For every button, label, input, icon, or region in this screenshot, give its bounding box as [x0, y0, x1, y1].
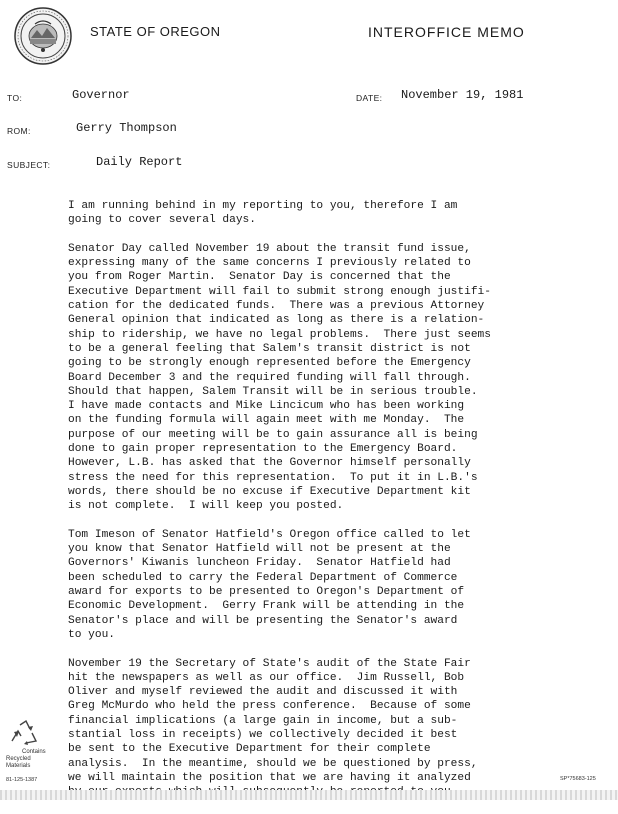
date-label: DATE:	[356, 93, 383, 103]
sp-number: SP*75683-125	[560, 776, 596, 782]
paragraph-state-fair: November 19 the Secretary of State's audit of the State Fair hit the newspapers as well as our office. Jim Russell, Bob Oliver and myself reviewed the audit and discussed it with Greg McMurdo who held the press conference. Because of some financial implications (a large gain in income, but a sub- stantial loss in receipts) we collectively decided it best be sent to the Executive Department for their complete analysis. In the meantime, should we be questioned by press, we will maintain the position that we are having it analyzed	[68, 657, 478, 784]
paragraph-hatfield: Tom Imeson of Senator Hatfield's Oregon office called to let you know that Senator Hatfield will not be present at the Governors' Kiwanis luncheon Friday. Senator Hatfield had been scheduled to carry the Federal Department of Commerce award for exports to be presented to Oregon's Department of Economic Development. Gerry Frank will be attending in the Senator's place and will be presenting the Senator's award to you.	[68, 528, 471, 641]
recycled-materials-note	[6, 749, 66, 770]
date-value: November 19, 1981	[401, 88, 524, 102]
recycle-line-2: Recycled	[6, 756, 31, 762]
paragraph-intro: I am running behind in my reporting to you, therefore I am going to cover several days.	[68, 200, 458, 227]
subject-value: Daily Report	[96, 155, 183, 169]
subject-label: SUBJECT:	[7, 160, 51, 170]
memo-type-title: INTEROFFICE MEMO	[368, 24, 525, 40]
recycle-line-3: Materials	[6, 763, 31, 769]
from-label: ROM:	[7, 126, 31, 136]
memo-body	[68, 199, 608, 814]
form-number: 81-125-1387	[6, 777, 38, 783]
to-label: TO:	[7, 93, 23, 103]
recycle-line-1: Contains	[22, 749, 46, 755]
from-value: Gerry Thompson	[76, 121, 177, 135]
paragraph-transit: Senator Day called November 19 about the transit fund issue, expressing many of the same concerns I previously related to you from Roger Martin. Senator Day is concerned that the Executive Department will fail to submit strong enough justifi- cation for the dedicated funds. There was a previous Attorney General opinion that indicated as long as there is a relation- ship to ridership, we have no legal problems. There just seems to be a general feeling that Salem's transit district is not going to be strongly enough represented before the Emergency Board December 3 and the required funding will fall through. Should that happen, Salem Transit will be in serious trouble. I have made contacts and Mike Lincicum who has been working on the funding formula will again meet with me Monday. The purpose of our meeting will be to gain assurance all is being done to gain proper representation to the Emergency Board. However, L.B. has asked that the Governor himself personally stress the need for this representation. To put it in L.B.'s words, there should be no excuse if Executive Department kit is not complete. I will keep you posted.	[68, 242, 491, 513]
state-seal-icon	[13, 6, 73, 66]
state-name: STATE OF OREGON	[90, 24, 221, 39]
to-value: Governor	[72, 88, 130, 102]
recycle-logo-icon	[6, 717, 46, 749]
page-bottom-edge	[0, 790, 618, 800]
